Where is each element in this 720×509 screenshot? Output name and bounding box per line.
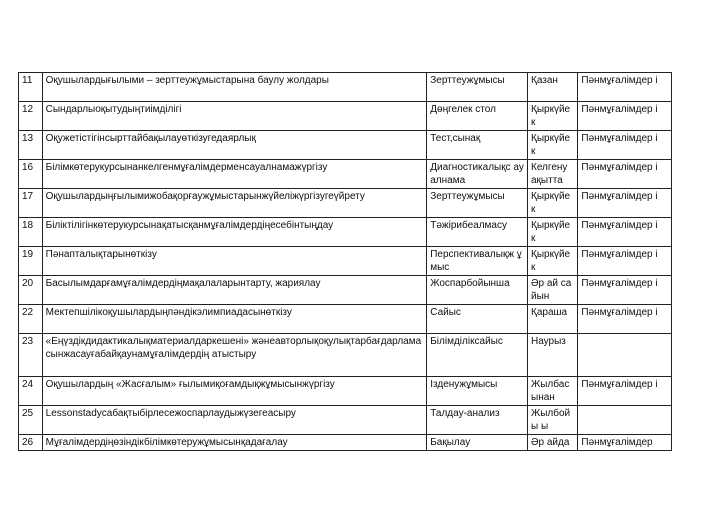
cell-number: 16 (19, 160, 43, 189)
cell-form: Зерттеужұмысы (427, 73, 528, 102)
cell-form: Сайыс (427, 305, 528, 334)
cell-time: Қыркүйе к (528, 189, 578, 218)
cell-number: 24 (19, 377, 43, 406)
table-row (19, 102, 672, 131)
cell-time: Әр ай сайын (528, 276, 578, 305)
cell-time: Жылбас ынан (528, 377, 578, 406)
cell-number: 11 (19, 73, 43, 102)
cell-topic: Оқужетістігінсырттайбақылауөткізугедаярлық (42, 131, 427, 160)
cell-time: Жылбойы ы (528, 406, 578, 435)
cell-form: Талдау-анализ (427, 406, 528, 435)
cell-topic: Оқушылардығылыми – зерттеужұмыстарына баулу жолдары (42, 73, 427, 102)
plan-table (18, 72, 672, 451)
cell-responsible: Пәнмұғалімдер і (578, 189, 672, 218)
cell-number: 13 (19, 131, 43, 160)
cell-time: Қазан (528, 73, 578, 102)
cell-number: 17 (19, 189, 43, 218)
cell-responsible: Пәнмұғалімдер і (578, 102, 672, 131)
cell-form: Жоспарбойынша (427, 276, 528, 305)
cell-number: 20 (19, 276, 43, 305)
table-row (19, 435, 672, 451)
cell-number: 12 (19, 102, 43, 131)
cell-topic: Сындарлыоқытудыңтиімділігі (42, 102, 427, 131)
cell-time: Қыркүйе к (528, 218, 578, 247)
table-row (19, 305, 672, 334)
table-row (19, 73, 672, 102)
cell-form: Тест,сынақ (427, 131, 528, 160)
table-row (19, 377, 672, 406)
table-row (19, 131, 672, 160)
cell-number: 18 (19, 218, 43, 247)
cell-form: Ізденужұмысы (427, 377, 528, 406)
cell-topic: Басылымдарғамұғалімдердіңмақалаларынтарту, жариялау (42, 276, 427, 305)
cell-topic: «Еңүздікдидактикалықматериалдаркешені» жәнеавторлықоқулықтарбағдарламасынжасауғабайқаунамұғалімдердің атыстыру (42, 334, 427, 377)
cell-number: 26 (19, 435, 43, 451)
cell-topic: Оқушылардыңғылымижобақорғаужұмыстарынжүйеліжүргізугеүйрету (42, 189, 427, 218)
cell-responsible: Пәнмұғалімдер і (578, 160, 672, 189)
table-row (19, 247, 672, 276)
cell-form: Білімділіксайыс (427, 334, 528, 377)
cell-time: Қыркүйе к (528, 102, 578, 131)
table-row (19, 160, 672, 189)
cell-number: 22 (19, 305, 43, 334)
cell-responsible: Пәнмұғалімдер і (578, 131, 672, 160)
table-row (19, 406, 672, 435)
cell-responsible (578, 406, 672, 435)
cell-number: 23 (19, 334, 43, 377)
cell-responsible: Пәнмұғалімдер і (578, 305, 672, 334)
table-row (19, 189, 672, 218)
cell-topic: Пәнапталықтарынөткізу (42, 247, 427, 276)
cell-form: Тәжірибеалмасу (427, 218, 528, 247)
cell-form: Бақылау (427, 435, 528, 451)
cell-topic: Мектепшілікоқушылардыңпәндікэлимпиадасынөткізу (42, 305, 427, 334)
cell-responsible: Пәнмұғалімдер (578, 435, 672, 451)
cell-topic: Оқушылардың «Жасғалым» ғылымиқоғамдықжұмысынжүргізу (42, 377, 427, 406)
cell-time: Наурыз (528, 334, 578, 377)
cell-form: Дөңгелек стол (427, 102, 528, 131)
cell-topic: Білімкөтерукурсынанкелгенмұғалімдерменсауалнамажүргізу (42, 160, 427, 189)
table-row (19, 334, 672, 377)
cell-number: 19 (19, 247, 43, 276)
cell-time: Келгену ақытта (528, 160, 578, 189)
cell-form: Зерттеужұмысы (427, 189, 528, 218)
cell-responsible: Пәнмұғалімдер і (578, 218, 672, 247)
cell-topic: Lessonstadyсабақтыбірлесежоспарлаудыжүзегеасыру (42, 406, 427, 435)
cell-time: Қыркүйе к (528, 131, 578, 160)
cell-time: Қараша (528, 305, 578, 334)
cell-responsible: Пәнмұғалімдер і (578, 73, 672, 102)
cell-topic: Мұғалімдердіңөзіндікбілімкөтеружұмысынқадағалау (42, 435, 427, 451)
cell-responsible: Пәнмұғалімдер і (578, 276, 672, 305)
table-row (19, 276, 672, 305)
cell-number: 25 (19, 406, 43, 435)
table-row (19, 218, 672, 247)
cell-responsible (578, 334, 672, 377)
cell-form: Перспективалықж ұмыс (427, 247, 528, 276)
cell-responsible: Пәнмұғалімдер і (578, 247, 672, 276)
cell-time: Әр айда (528, 435, 578, 451)
cell-topic: Біліктілігінкөтерукурсынақатысқанмұғалімдердіңесебінтыңдау (42, 218, 427, 247)
cell-responsible: Пәнмұғалімдер і (578, 377, 672, 406)
cell-time: Қыркүйе к (528, 247, 578, 276)
cell-form: Диагностикалықс ауалнама (427, 160, 528, 189)
